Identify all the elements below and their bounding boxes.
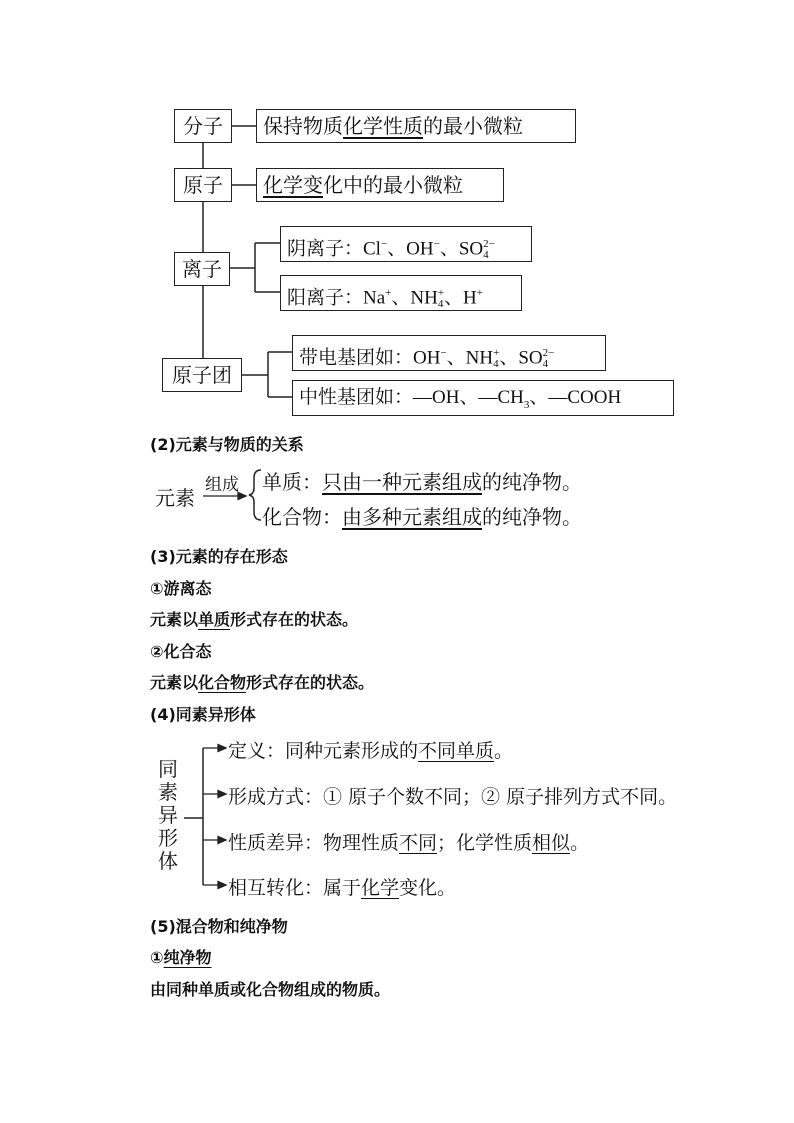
free-state-underlined: 单质 [198, 610, 231, 629]
molecule-label: 分子 [183, 114, 223, 138]
charged-group-charge-2: + [493, 346, 500, 359]
pure-substance-underlined: 纯净物 [163, 948, 212, 967]
compound-label: 化合物： [262, 505, 342, 529]
cation-text-3: 、H [444, 287, 477, 309]
section4-heading: (4)同素异形体 [150, 705, 256, 724]
anion-text-2: 、OH [387, 238, 434, 260]
charged-group-box [292, 335, 606, 371]
molecule-desc-text: 保持物质 [263, 114, 343, 138]
simple-substance-tail: 的纯净物。 [482, 470, 582, 494]
compound-underlined: 由多种元素组成 [342, 505, 482, 529]
combined-state-text: 元素以 [150, 673, 199, 692]
charged-group-subscript-2: 4 [493, 357, 499, 370]
anion-text-3: 、SO [439, 238, 484, 260]
molecule-box [174, 109, 232, 143]
atom-desc-tail: 化中的最小微粒 [323, 173, 463, 197]
side-char-3: 异 [158, 803, 178, 827]
atom-desc-box [256, 168, 504, 202]
allotrope-side-label [158, 758, 180, 873]
property-underlined-1: 不同 [399, 832, 438, 854]
ion-label: 离子 [182, 257, 222, 281]
pure-substance-desc: 由同种单质或化合物组成的物质。 [150, 980, 391, 999]
charged-group-charge-3: 2− [542, 346, 555, 359]
property-underlined-2: 相似 [532, 832, 571, 854]
charged-group-charge-1: − [440, 347, 447, 359]
property-tail: 。 [570, 832, 590, 854]
charged-group-subscript-3: 4 [542, 357, 549, 370]
property-text-2: ；化学性质 [437, 832, 533, 854]
cation-charge-3: + [476, 287, 483, 299]
conversion-text: 相互转化：属于 [228, 877, 362, 899]
cation-charge-1: + [385, 287, 392, 299]
side-char-1: 同 [158, 757, 178, 781]
charged-group-text: 带电基团如：OH [299, 347, 441, 369]
property-line [228, 828, 589, 855]
atom-label: 原子 [183, 173, 223, 197]
simple-substance-line [262, 466, 582, 495]
cation-text: 阳离子：Na [287, 287, 386, 309]
cation-charge-2: + [437, 286, 445, 299]
molecule-desc-box [256, 109, 576, 143]
anion-box [280, 226, 532, 262]
pure-substance-number: ① [150, 948, 164, 967]
cation-box [280, 275, 522, 311]
atom-box [174, 168, 232, 202]
definition-text: 定义：同种元素形成的 [228, 740, 419, 762]
molecule-desc-tail: 的最小微粒 [423, 114, 523, 138]
conversion-underlined: 化学 [361, 877, 400, 899]
element-label: 元素 [155, 486, 195, 510]
simple-substance-underlined: 只由一种元素组成 [322, 470, 482, 494]
compound-tail: 的纯净物。 [482, 505, 582, 529]
group-box [162, 358, 242, 392]
combined-state-tail: 形式存在的状态。 [246, 673, 375, 692]
combined-state-title: ②化合态 [150, 642, 212, 661]
definition-underlined: 不同单质 [418, 740, 495, 762]
arrow-label: 组成 [205, 475, 239, 495]
ion-box [174, 252, 230, 286]
anion-charge-1: − [380, 238, 388, 250]
free-state-desc [150, 607, 358, 630]
neutral-group-tail: 、—COOH [529, 387, 622, 408]
formation-line: 形成方式：① 原子个数不同；② 原子排列方式不同。 [228, 786, 678, 808]
conversion-tail: 变化。 [399, 877, 457, 899]
charged-group-text-2: 、NH [446, 347, 494, 369]
side-char-5: 体 [158, 849, 178, 873]
cation-text-2: 、NH [391, 287, 438, 309]
section3-heading: (3)元素的存在形态 [150, 547, 288, 566]
atom-desc-underlined: 化学变 [263, 173, 323, 197]
section2-heading: (2)元素与物质的关系 [150, 435, 304, 454]
anion-charge-2: − [433, 238, 440, 250]
cation-subscript-2: 4 [437, 297, 444, 310]
simple-substance-label: 单质： [262, 470, 322, 494]
pure-substance-title [150, 945, 212, 968]
conversion-line [228, 873, 456, 900]
side-char-2: 素 [158, 780, 178, 804]
side-char-4: 形 [158, 826, 178, 850]
section5-heading: (5)混合物和纯净物 [150, 917, 288, 936]
property-text: 性质差异：物理性质 [228, 832, 400, 854]
combined-state-desc [150, 670, 374, 693]
anion-charge-3: 2− [483, 237, 495, 250]
neutral-group-text: 中性基团如：—OH、—CH [299, 387, 524, 408]
compound-line [262, 501, 582, 530]
anion-text: 阴离子：Cl [287, 238, 381, 260]
neutral-group-box [292, 380, 674, 416]
definition-tail: 。 [494, 740, 514, 762]
definition-line [228, 736, 513, 763]
group-label: 原子团 [172, 363, 232, 387]
anion-subscript-3: 4 [483, 248, 489, 261]
combined-state-underlined: 化合物 [198, 673, 247, 692]
free-state-title: ①游离态 [150, 579, 212, 598]
free-state-text: 元素以 [150, 610, 199, 629]
neutral-group-subscript: 3 [523, 398, 530, 411]
molecule-desc-underlined: 化学性质 [343, 114, 423, 138]
free-state-tail: 形式存在的状态。 [230, 610, 359, 629]
charged-group-text-3: 、SO [499, 347, 543, 369]
